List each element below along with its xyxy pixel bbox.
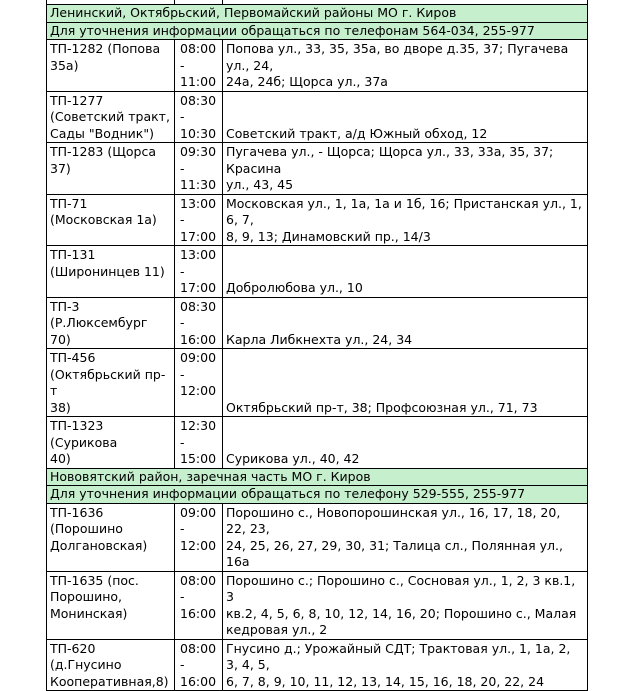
tp-cell: ТП-1323 (Сурикова 40) [47, 417, 175, 469]
time-cell: 09:00 - 12:00 [175, 349, 223, 417]
tp-cell: ТП-1283 (Щорса 37) [47, 143, 175, 195]
time-cell: 08:30 - 10:30 [175, 91, 223, 143]
table-row [47, 297, 588, 349]
time-cell: 08:00 - 11:00 [175, 40, 223, 92]
section-title: Ленинский, Октябрьский, Первомайский районы МО г. Киров [47, 5, 588, 23]
tp-cell: ТП-1636 (Порошино Долгановская) [47, 503, 175, 571]
addresses-cell: Порошино с., Новопорошинская ул., 16, 17, 18, 20, 22, 23, 24, 25, 26, 27, 29, 30, 31; Талица сл., Полянная ул., 16а [223, 503, 588, 571]
table-row [47, 91, 588, 143]
tp-cell: ТП-620 (д.Гнусино Кооперативная,8) [47, 639, 175, 691]
table-row [47, 40, 588, 92]
tp-cell: ТП-131 (Широнинцев 11) [47, 246, 175, 298]
time-cell: 09:00 - 12:00 [175, 503, 223, 571]
tp-cell: ТП-456 (Октябрьский пр-т 38) [47, 349, 175, 417]
section-contact-row [47, 22, 588, 40]
addresses-cell: Советский тракт, а/д Южный обход, 12 [223, 91, 588, 143]
table-row [47, 246, 588, 298]
table-row [47, 417, 588, 469]
tp-cell: ТП-3 (Р.Люксембург 70) [47, 297, 175, 349]
table-row [47, 349, 588, 417]
addresses-cell: Добролюбова ул., 10 [223, 246, 588, 298]
table-row [47, 143, 588, 195]
tp-cell: ТП-1635 (пос. Порошино, Монинская) [47, 571, 175, 639]
time-cell: 13:00 - 17:00 [175, 194, 223, 246]
tp-cell: ТП-1277 (Советский тракт, Сады "Водник") [47, 91, 175, 143]
addresses-cell: Порошино с.; Порошино с., Сосновая ул., 1, 2, 3 кв.1, 3 кв.2, 4, 5, 6, 8, 10, 12, 14, 16, 20; Порошино с., Малая кедровая ул., 2 [223, 571, 588, 639]
addresses-cell: Пугачева ул., - Щорса; Щорса ул., 33, 33а, 35, 37; Красина ул., 43, 45 [223, 143, 588, 195]
contact-info: Для уточнения информации обращаться по телефонам 564-034, 255-977 [47, 22, 588, 40]
table-row [47, 194, 588, 246]
addresses-cell: Карла Либкнехта ул., 24, 34 [223, 297, 588, 349]
tp-cell: ТП-1282 (Попова 35а) [47, 40, 175, 92]
table-row [47, 639, 588, 691]
time-cell: 09:30 - 11:30 [175, 143, 223, 195]
outage-schedule-table [46, 0, 588, 691]
addresses-cell: Попова ул., 33, 35, 35а, во дворе д.35, 37; Пугачева ул., 24, 24а, 24б; Щорса ул., 37а [223, 40, 588, 92]
section-header-row [47, 5, 588, 23]
addresses-cell: Сурикова ул., 40, 42 [223, 417, 588, 469]
tp-cell: ТП-71 (Московская 1а) [47, 194, 175, 246]
contact-info: Для уточнения информации обращаться по телефону 529-555, 255-977 [47, 486, 588, 504]
time-cell: 08:00 - 16:00 [175, 571, 223, 639]
section-title: Нововятский район, заречная часть МО г. Киров [47, 468, 588, 486]
time-cell: 08:30 - 16:00 [175, 297, 223, 349]
addresses-cell: Московская ул., 1, 1а, 1а и 1б, 16; Пристанская ул., 1, 6, 7, 8, 9, 13; Динамовский пр., 14/3 [223, 194, 588, 246]
addresses-cell: Гнусино д.; Урожайный СДТ; Трактовая ул., 1, 1а, 2, 3, 4, 5, 6, 7, 8, 9, 10, 11, 12, 13, 14, 15, 16, 18, 20, 22, 24 [223, 639, 588, 691]
table-row [47, 571, 588, 639]
section-header-row [47, 468, 588, 486]
time-cell: 08:00 - 16:00 [175, 639, 223, 691]
addresses-cell: Октябрьский пр-т, 38; Профсоюзная ул., 71, 73 [223, 349, 588, 417]
section-contact-row [47, 486, 588, 504]
table-row [47, 503, 588, 571]
time-cell: 13:00 - 17:00 [175, 246, 223, 298]
time-cell: 12:30 - 15:00 [175, 417, 223, 469]
